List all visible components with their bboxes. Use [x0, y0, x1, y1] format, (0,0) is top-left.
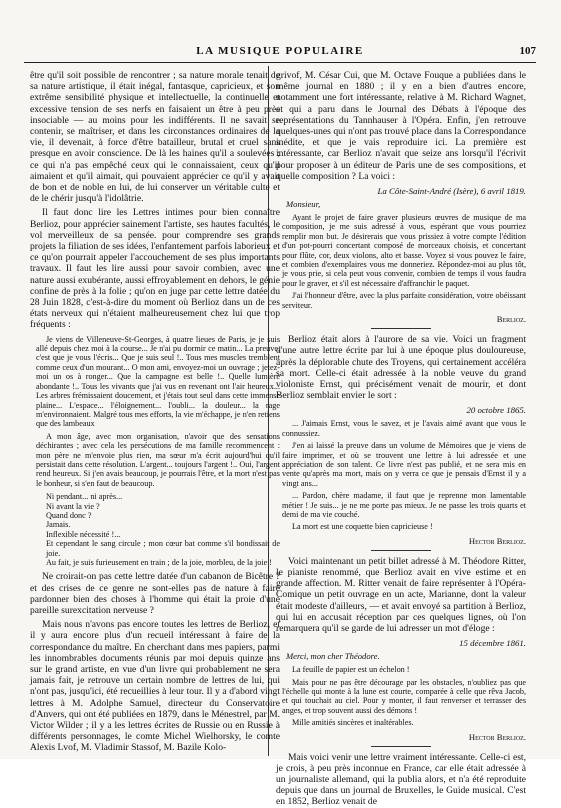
- verse-line: Ni avant la vie ?: [46, 501, 100, 511]
- quote-text: La feuille de papier est un échelon !: [292, 665, 410, 675]
- quote-text: Mille amitiés sincères et inaltérables.: [292, 718, 414, 728]
- quote-text: ... Pardon, chère madame, il faut que je reprenne mon lamentable métier ! Je suis... je ne me porte pas mieux. Je ne passe les trois quarts et demi de ma vie couché.: [282, 491, 526, 519]
- verse-line: Ni pendant... ni après...: [46, 492, 123, 502]
- paragraph: être qu'il soit possible de rencontrer ; sa nature morale tenait de sa nature artistique, il était inégal, fantasque, capricieux, et son extrême sensibilité physique et intellectuelle, la continuelle et excessive tension de ses nerfs en faisaient un être à peu près insociable — au moins pour les indifférents. Il ne savait se contenir, se maîtriser, et dans les circonstances ordinaires de la vie, il devenait, à force d'être batailleur, brutal et cruel sans presque en avoir conscience. De là les haines qu'il a soulevées ; ce qui n'a pas empêché ceux qui le connaissaient, ceux qu'il aimaient et qu'il aimait, qui pouvaient apprécier ce qu'il y avait de bon et de noble en lui, de lui conserver un véritable culte et de le chérir jusqu'à l'idolâtrie.: [30, 70, 280, 205]
- letter-quote: [282, 665, 526, 727]
- letter-signature: Berlioz.: [496, 314, 526, 325]
- quote-text: Mais pour ne pas être décourage par les obstacles, n'oubliez pas que l'échelle qui monte à la lune est courte, comparée à celle que rêva Jacob, et qui touchait au ciel. Pour y monter, il faut renverser et terrasser des anges, et trop souvent aussi des démons !: [282, 677, 526, 715]
- verse-line: Jamais.: [46, 520, 71, 530]
- verse-line: Au fait, je suis furieusement en train ; de la joie, morbleu, de la joie !: [46, 558, 272, 568]
- quote-text: La mort est une coquette bien capricieuse !: [292, 522, 433, 532]
- paragraph: Il faut donc lire les Lettres intimes pour bien connaître Berlioz, pour apprécier sainement l'artiste, ses hautes facultés, le vol merveilleux de sa pensée. pour comprendre ses grands projets la filiation de ses idées, l'enfantement parfois laborieux et ce qu'on pourrait appeler l'accouchement de ses plus importants travaux. Il faut les lire aussi pour savoir combien, avec une nature aussi exubérante, aussi effroyablement en dehors, le génie confine de près à la folie ; qu'on en juge par cette lettre datée du 28 Juin 1828, c'est-à-dire du moment où Berlioz dans un de ces états nerveux qui n'étaient malheureusement chez lui que trop fréquents :: [30, 207, 280, 331]
- quote-verse: [30, 492, 280, 567]
- paragraph: grivof, M. César Cui, que M. Octave Fouque a publiées dans le même journal en 1880 ; il y en a bien d'autres encore, notamment une fort intéressante, relative à M. Richard Wagnet, et qui a paru dans le Journal des Débats à l'époque des représentations du Tannhauser à l'Opéra. Enfin, j'en retrouve quelques-unes qui n'ont pas trouvé place dans la Correspondance inédite, et que je vais reproduire ici. La première est intéressante, car Berlioz n'avait que seize ans lorsqu'il l'écrivit pour proposer à un éditeur de Paris une de ses compositions, et quelle composition ? La voici :: [276, 70, 526, 182]
- header-rule: [24, 62, 536, 63]
- separator: [371, 550, 431, 551]
- letter-quote: [282, 213, 526, 310]
- running-title: LA MUSIQUE POPULAIRE: [196, 45, 364, 57]
- page-number: 107: [519, 45, 536, 57]
- separator: [371, 746, 431, 747]
- letter-dateline: La Côte-Saint-André (Isère), 6 avril 1819.: [377, 186, 526, 197]
- verse-line: Quand donc ?: [46, 510, 92, 520]
- quote-text: A mon âge, avec mon organisation, n'avoir que des sensations déchirantes ; avec cela les persécutions de ma famille recommencent : mon père ne m'envoie plus rien, ma sœur m'a écrit aujourd'hui qu'il persistait dans cette résolution. L'argent... toujours l'argent !.. Oui, l'argent rend heureux. Si j'en avais beaucoup, je pourrais l'être, et la mort n'est pas le bonheur, si s'en faut de beaucoup.: [36, 431, 280, 488]
- paragraph: Mais nous n'avons pas encore toutes les lettres de Berlioz, et il y aura encore plus d'un recueil intéressant à faire de la correspondance du maître. En cherchant dans mes papiers, parmi les innombrables documents réunis par moi depuis quinze ans sur le grand artiste, en vue d'un livre qui probablement ne sera jamais fait, je retrouve un certain nombre de lettres de lui, qui n'ont pas, jusqu'ici, été recueillies à leur tour. Il y a d'abord vingt lettres à M. Adolphe Samuel, directeur du Conservatoire d'Anvers, qui ont été publiées en 1879, dans le Ménestrel, par M. Victor Wilder ; il y a les lettres écrites de Russie ou en Russie à différents personnages, le comte Michel Wielhorsky, le comte Alexis Lvof, M. Vladimir Stassof, M. Bazile Kolo-: [30, 619, 280, 754]
- letter-signature: Hector Berlioz.: [468, 535, 526, 546]
- quote-text: J'en ai laissé la preuve dans un volume de Mémoires que je viens de faire imprimer, et où se trouvent une lettre à lui adressée et une appréciation de son talent. Ce livre n'est pas publié, et ne sera mis en vente qu'après ma mort, mais on y verra ce que je pensais d'Ernst il y a vingt ans...: [282, 441, 526, 488]
- letter-quote: [282, 419, 526, 531]
- letter-signature: Hector Berlioz.: [468, 731, 526, 742]
- separator: [371, 328, 431, 329]
- paragraph: Voici maintenant un petit billet adressé à M. Théodore Ritter, le pianiste renommé, que Berlioz avait en vive estime et en grande affection. M. Ritter venait de faire représenter à l'Opéra-Comique un petit ouvrage en un acte, Marianne, dont la valeur était modeste d'ailleurs, — et avait envoyé sa partition à Berlioz, qui lui en accusait réception par ces quelques lignes, où l'on remarquera qu'il se garde de lui adresser un mot d'éloge :: [276, 555, 526, 634]
- verse-line: Inflexible nécessité !...: [46, 529, 121, 539]
- quote-text: Ayant le projet de faire graver plusieurs œuvres de musique de ma composition, je me suis adressé à vous, espérant que vous pourriez remplir mon but. Je désirerais que vous prissiez à votre compte l'édition d'un pot-pourri concertant composé de morceaux choisis, et concertant pour flûte, cor, deux violons, alto et basse. Voyez si vous pouvez le faire, et combien d'exemplaires vous me donneriez. Répondez-moi au plus tôt, je vous prie, si cela peut vous convenir, combien de temps il vous faudra pour le graver, et s'il est nécessaire d'affranchir le paquet.: [282, 213, 526, 288]
- letter-salutation: Monsieur,: [286, 199, 321, 210]
- letter-salutation: Merci, mon cher Théodore.: [286, 651, 380, 662]
- verse-line: Et cependant le sang circule ; mon cœur bat comme s'il bondissait de joie.: [46, 539, 280, 558]
- paragraph: Berlioz était alors à l'aurore de sa vie. Voici un fragment d'une autre lettre écrite par lui à une époque plus douloureuse, après la déplorable chute des Troyens, qui certainement accéléra sa mort. Celle-ci était adressée à la noble veuve du grand violoniste Ernst, qui précisément venait de mourir, et dont Berlioz semblait envier le sort :: [276, 334, 526, 402]
- quote-text: Je viens de Villeneuve-St-Georges, à quatre lieues de Paris, je je suis allé depuis chez moi à la course... Je n'ai pu dormir ce matin... La preuve, c'est que je vous l'écris... Que je suis seul !.. Tous mes muscles tremblent comme ceux d'un mourant... O mon ami, envoyez-moi un ouvrage ; jetez-moi un os à ronger... Que la campagne est belle !.. Quelle lumière abondante !.. Tous les vivants que j'ai vus en revenant ont l'air heureux... Les arbres frémissaient doucement, et j'étais tout seul dans cette immense plaine... L'espace... l'éloignement... l'oubli... la douleur... la rage m'environnaient. Malgré tous mes efforts, la vie m'échappe, je n'en retiens que des lambeaux: [36, 334, 280, 429]
- page-header: [24, 45, 536, 59]
- paragraph: Ne croirait-on pas cette lettre datée d'un cabanon de Bicêtre ? et des crises de ce genre ne sont-elles pas de nature à faire pardonner bien des choses à l'homme qui était la proie d'une pareille surexcitation nerveuse ?: [30, 571, 280, 617]
- paragraph: Mais voici venir une lettre vraiment intéressante. Celle-ci est, je crois, à peu près inconnue en France, car elle était adressée à un journaliste allemand, qui la publia alors, et n'a été reproduite depuis que dans un journal de Bruxelles, le Guide musical. C'est en 1852, Berlioz venait de: [276, 751, 526, 808]
- letter-dateline: 20 octobre 1865.: [466, 405, 526, 416]
- letter-quote: [36, 335, 280, 489]
- quote-text: J'ai l'honneur d'être, avec la plus parfaite considération, votre obéissant serviteur.: [282, 291, 526, 310]
- left-column: [30, 70, 280, 754]
- quote-text: ... J'aimais Ernst, vous le savez, et je l'avais aimé avant que vous le connussiez.: [282, 419, 526, 438]
- letter-dateline: 15 décembre 1861.: [459, 638, 526, 649]
- right-column: [276, 70, 526, 808]
